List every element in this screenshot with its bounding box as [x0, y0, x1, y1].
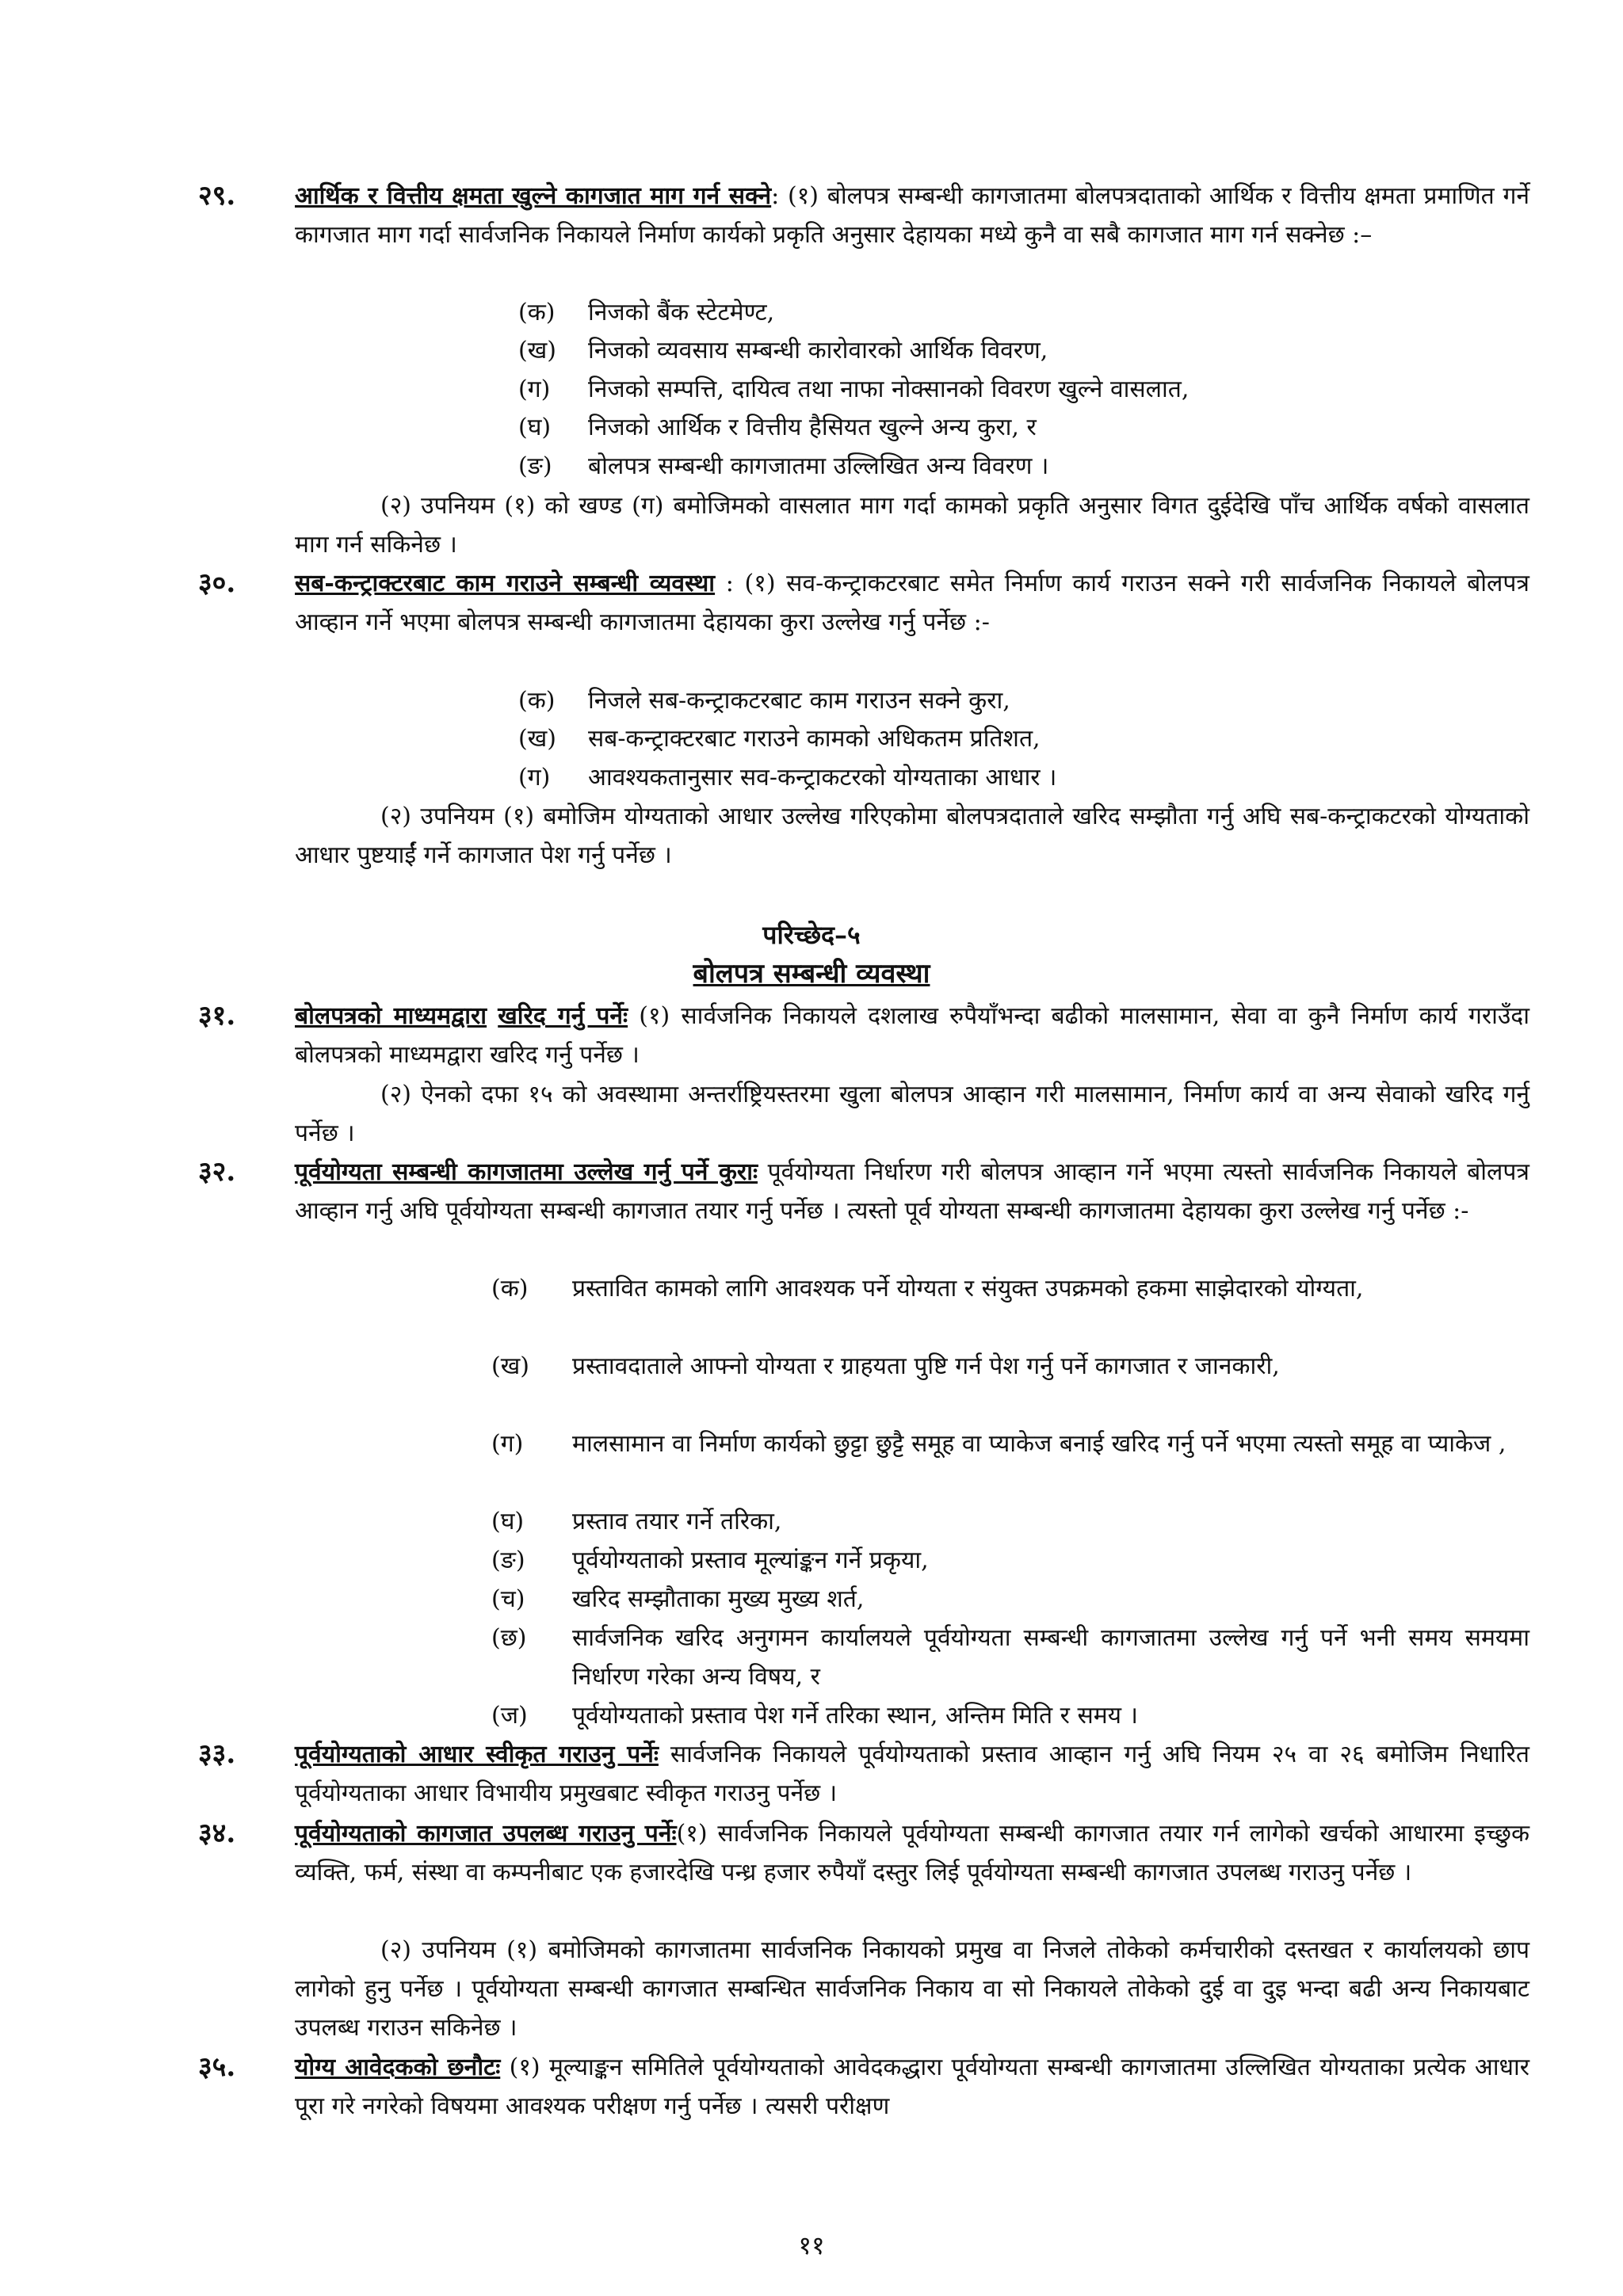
item-label: (ज): [491, 1702, 528, 1730]
item-label: (ग): [518, 764, 551, 791]
item-text: प्रस्तावित कामको लागि आवश्यक पर्ने योग्यता र संयुक्त उपक्रमको हकमा साझेदारको योग्यता,: [572, 1275, 1364, 1302]
item-text: निजले सब-कन्ट्राकटरबाट काम गराउन सक्ने कुरा,: [588, 687, 1010, 715]
item-label: (घ): [518, 414, 552, 441]
rule-29-text: [295, 177, 1529, 254]
item-text: पूर्वयोग्यताको प्रस्ताव पेश गर्ने तरिका स्थान, अन्तिम मिति र समय ।: [572, 1702, 1138, 1730]
item-text: निजको व्यवसाय सम्बन्धी कारोवारको आर्थिक विवरण,: [588, 337, 1048, 364]
rule-34-number: ३४.: [198, 1817, 236, 1849]
item-label: (ग): [491, 1430, 524, 1458]
rule-32-number: ३२.: [198, 1156, 236, 1188]
rule-31-text: [295, 997, 1529, 1074]
chapter-subtitle: बोलपत्र सम्बन्धी व्यवस्था: [693, 958, 930, 990]
item-text: बोलपत्र सम्बन्धी कागजातमा उल्लिखित अन्य विवरण ।: [588, 452, 1049, 480]
item-text: पूर्वयोग्यताको प्रस्ताव मूल्यांङ्कन गर्ने प्रकृया,: [572, 1547, 929, 1574]
rule-34-text: [295, 1814, 1529, 1892]
rule-32-title: पूर्वयोग्यता सम्बन्धी कागजातमा उल्लेख गर्नु पर्ने कुराः: [295, 1158, 758, 1186]
item-label: (ख): [491, 1352, 529, 1380]
rule-34-para-2: (२) उपनियम (१) बमोजिमको कागजातमा सार्वजनिक निकायको प्रमुख वा निजले तोकेको कर्मचारीको दस्तखत र कार्यालयको छाप लागेको हुनु पर्नेछ । पूर्वयोग्यता सम्बन्धी कागजात सम्बन्धित सार्वजनिक निकाय वा सो निकायले तोकेको दुई वा दुइ भन्दा बढी अन्य निकायबाट उपलब्ध गराउन सकिनेछ ।: [295, 1936, 1529, 2042]
rule-29-number: २९.: [198, 180, 236, 212]
rule-32-body: पूर्वयोग्यता निर्धारण गरी बोलपत्र आव्हान गर्ने भएमा त्यस्तो सार्वजनिक निकायले बोलपत्र आव्हान गर्नु अघि पूर्वयोग्यता सम्बन्धी कागजात तयार गर्नु पर्नेछ । त्यस्तो पूर्व योग्यता सम्बन्धी कागजातमा देहायका कुरा उल्लेख गर्नु पर्नेछ :-: [295, 1158, 1529, 1225]
item-label: (क): [518, 687, 556, 715]
item-label: (घ): [491, 1508, 525, 1535]
rule-31-body: (१) सार्वजनिक निकायले दशलाख रुपैयाँभन्दा बढीको मालसामान, सेवा वा कुनै निर्माण कार्य गराउँदा बोलपत्रको माध्यमद्वारा खरिद गर्नु पर्नेछ ।: [295, 1002, 1530, 1069]
rule-30-body: : (१) सव-कन्ट्राकटरबाट समेत निर्माण कार्य गराउन सक्ने गरी सार्वजनिक निकायले बोलपत्र आव्हान गर्ने भएमा बोलपत्र सम्बन्धी कागजातमा देहायका कुरा उल्लेख गर्नु पर्नेछ :-: [295, 570, 1529, 636]
item-label: (ङ): [491, 1547, 525, 1574]
rule-31-number: ३१.: [198, 1000, 236, 1032]
item-text: प्रस्ताव तयार गर्ने तरिका,: [572, 1508, 782, 1535]
item-text: सब-कन्ट्राक्टरबाट गराउने कामको अधिकतम प्रतिशत,: [588, 725, 1041, 753]
chapter-title: परिच्छेद–५: [762, 920, 861, 950]
rule-30-text: [295, 564, 1529, 642]
rule-31-para-2: (२) ऐनको दफा १५ को अवस्थामा अन्तर्राष्ट्रियस्तरमा खुला बोलपत्र आव्हान गरी मालसामान, निर्माण कार्य वा अन्य सेवाको खरिद गर्नु पर्नेछ ।: [295, 1081, 1529, 1147]
rule-35-title: योग्य आवेदकको छनौटः: [295, 2054, 501, 2081]
item-label: (क): [518, 299, 556, 326]
rule-34-body: (१) सार्वजनिक निकायले पूर्वयोग्यता सम्बन्धी कागजात तयार गर्न लागेको खर्चको आधारमा इच्छुक व्यक्ति, फर्म, संस्था वा कम्पनीबाट एक हजारदेखि पन्ध्र हजार रुपैयाँ दस्तुर लिई पूर्वयोग्यता सम्बन्धी कागजात उपलब्ध गराउनु पर्नेछ ।: [295, 1820, 1529, 1886]
rule-29-body: : (१) बोलपत्र सम्बन्धी कागजातमा बोलपत्रदाताको आर्थिक र वित्तीय क्षमता प्रमाणित गर्ने कागजात माग गर्दा सार्वजनिक निकायले निर्माण कार्यको प्रकृति अनुसार देहायका मध्ये कुनै वा सबै कागजात माग गर्न सक्नेछ :–: [295, 182, 1529, 249]
rule-35-text: [295, 2048, 1529, 2126]
rule-33-number: ३३.: [198, 1738, 236, 1770]
rule-33-title: पूर्वयोग्यताको आधार स्वीकृत गराउनु पर्नेः: [295, 1741, 659, 1768]
rule-31-title-b: खरिद गर्नु पर्नेः: [498, 1002, 628, 1030]
item-text: आवश्यकतानुसार सव-कन्ट्राकटरको योग्यताका आधार ।: [588, 764, 1057, 791]
item-label: (छ): [491, 1624, 527, 1652]
rule-30-number: ३०.: [198, 567, 236, 599]
rule-30-para-2: (२) उपनियम (१) बमोजिम योग्यताको आधार उल्लेख गरिएकोमा बोलपत्रदाताले खरिद सम्झौता गर्नु अघि सब-कन्ट्राकटरको योग्यताको आधार पुष्टयाईं गर्ने कागजात पेश गर्नु पर्नेछ ।: [295, 803, 1529, 869]
rule-33-body: सार्वजनिक निकायले पूर्वयोग्यताको प्रस्ताव आव्हान गर्नु अघि नियम २५ वा २६ बमोजिम निधारित पूर्वयोग्यताका आधार विभायीय प्रमुखबाट स्वीकृत गराउनु पर्नेछ ।: [295, 1741, 1530, 1807]
rule-33-text: [295, 1735, 1529, 1813]
item-text: प्रस्तावदाताले आफ्नो योग्यता र ग्राहयता पुष्टि गर्न पेश गर्नु पर्ने कागजात र जानकारी,: [572, 1352, 1280, 1380]
item-label: (ङ): [518, 452, 552, 480]
rule-29-title: आर्थिक र वित्तीय क्षमता खुल्ने कागजात माग गर्न सक्ने: [295, 182, 772, 210]
rule-31-title-a: बोलपत्रको माध्यमद्वारा: [295, 1002, 487, 1030]
item-text: खरिद सम्झौताका मुख्य मुख्य शर्त,: [572, 1585, 865, 1613]
item-label: (च): [491, 1585, 525, 1613]
item-label: (ख): [518, 725, 556, 753]
rule-35-number: ३५.: [198, 2051, 236, 2083]
item-label: (ख): [518, 337, 556, 364]
item-text: मालसामान वा निर्माण कार्यको छुट्टा छुट्टै समूह वा प्याकेज बनाई खरिद गर्नु पर्ने भएमा त्यस्तो समूह वा प्याकेज ,: [572, 1430, 1507, 1458]
rule-34-title: पूर्वयोग्यताको कागजात उपलब्ध गराउनु पर्नेः: [295, 1820, 677, 1848]
rule-35-body: (१) मूल्याङ्कन समितिले पूर्वयोग्यताको आवेदकद्धारा पूर्वयोग्यता सम्बन्धी कागजातमा उल्लिखित योग्यताका प्रत्येक आधार पूरा गरे नगरेको विषयमा आवश्यक परीक्षण गर्नु पर्नेछ । त्यसरी परीक्षण: [295, 2054, 1529, 2120]
item-text: निजको आर्थिक र वित्तीय हैसियत खुल्ने अन्य कुरा, र: [588, 414, 1037, 441]
rule-29-para-2: (२) उपनियम (१) को खण्ड (ग) बमोजिमको वासलात माग गर्दा कामको प्रकृति अनुसार विगत दुईदेखि पाँच आर्थिक वर्षको वासलात माग गर्न सकिनेछ ।: [295, 492, 1529, 559]
item-label: (ग): [518, 376, 551, 403]
item-text: निजको सम्पत्ति, दायित्व तथा नाफा नोक्सानको विवरण खुल्ने वासलात,: [588, 376, 1190, 403]
item-text: निजको बैंक स्टेटमेण्ट,: [588, 299, 775, 326]
rule-32-text: [295, 1153, 1529, 1230]
page-number: ११: [798, 2230, 825, 2260]
item-text: सार्वजनिक खरिद अनुगमन कार्यालयले पूर्वयोग्यता सम्बन्धी कागजातमा उल्लेख गर्नु पर्ने भनी समय समयमा निर्धारण गरेका अन्य विषय, र: [572, 1624, 1529, 1691]
item-label: (क): [491, 1275, 529, 1302]
rule-30-title: सब-कन्ट्राक्टरबाट काम गराउने सम्बन्धी व्यवस्था: [295, 570, 716, 597]
